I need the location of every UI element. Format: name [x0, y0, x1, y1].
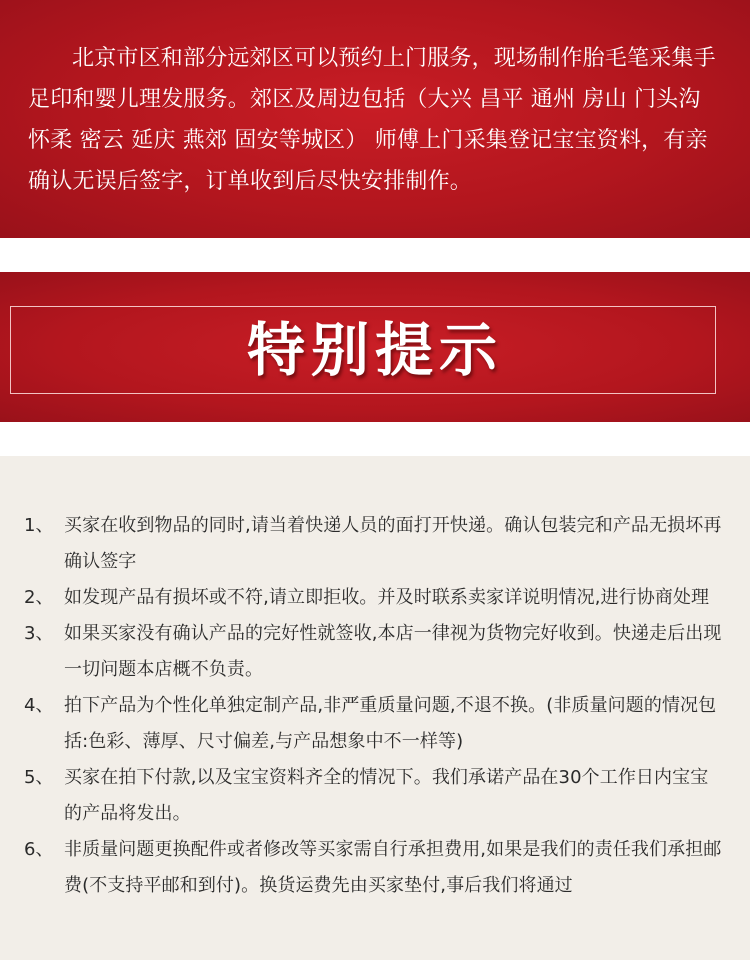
rule-text: 如发现产品有损坏或不符,请立即拒收。并及时联系卖家详说明情况,进行协商处理 [64, 587, 710, 608]
notice-title: 特别提示 [246, 316, 503, 384]
special-notice-banner [0, 272, 750, 422]
rule-text: 买家在拍下付款,以及宝宝资料齐全的情况下。我们承诺产品在30个工作日内宝宝的产品将发出。 [64, 767, 709, 824]
rule-item-2 [24, 580, 724, 616]
service-area-banner [0, 0, 750, 238]
rule-item-6 [24, 832, 724, 904]
rule-item-3 [24, 616, 724, 688]
notice-rules-panel [0, 456, 750, 960]
rule-number: 6、 [24, 839, 54, 860]
rule-number: 2、 [24, 587, 54, 608]
rule-number: 5、 [24, 767, 54, 788]
rule-number: 4、 [24, 695, 54, 716]
rule-text: 如果买家没有确认产品的完好性就签收,本店一律视为货物完好收到。快递走后出现一切问题本店概不负责。 [64, 623, 722, 680]
rule-text: 拍下产品为个性化单独定制产品,非严重质量问题,不退不换。(非质量问题的情况包括:色彩、薄厚、尺寸偏差,与产品想象中不一样等) [64, 695, 717, 752]
rule-text: 非质量问题更换配件或者修改等买家需自行承担费用,如果是我们的责任我们承担邮费(不支持平邮和到付)。换货运费先由买家垫付,事后我们将通过 [64, 839, 722, 896]
rule-item-4 [24, 688, 724, 760]
rule-item-1 [24, 508, 724, 580]
rule-number: 1、 [24, 515, 54, 536]
rule-number: 3、 [24, 623, 54, 644]
rule-text: 买家在收到物品的同时,请当着快递人员的面打开快递。确认包装完和产品无损坏再确认签字 [64, 515, 722, 572]
service-area-description: 北京市区和部分远郊区可以预约上门服务，现场制作胎毛笔采集手足印和婴儿理发服务。郊区及周边包括（大兴 昌平 通州 房山 门头沟 怀柔 密云 延庆 燕郊 固安等城区） 师傅上门采集登记宝宝资料，有亲确认无误后签字，订单收到后尽快安排制作。 [28, 46, 716, 194]
rules-list [24, 508, 724, 904]
rule-item-5 [24, 760, 724, 832]
